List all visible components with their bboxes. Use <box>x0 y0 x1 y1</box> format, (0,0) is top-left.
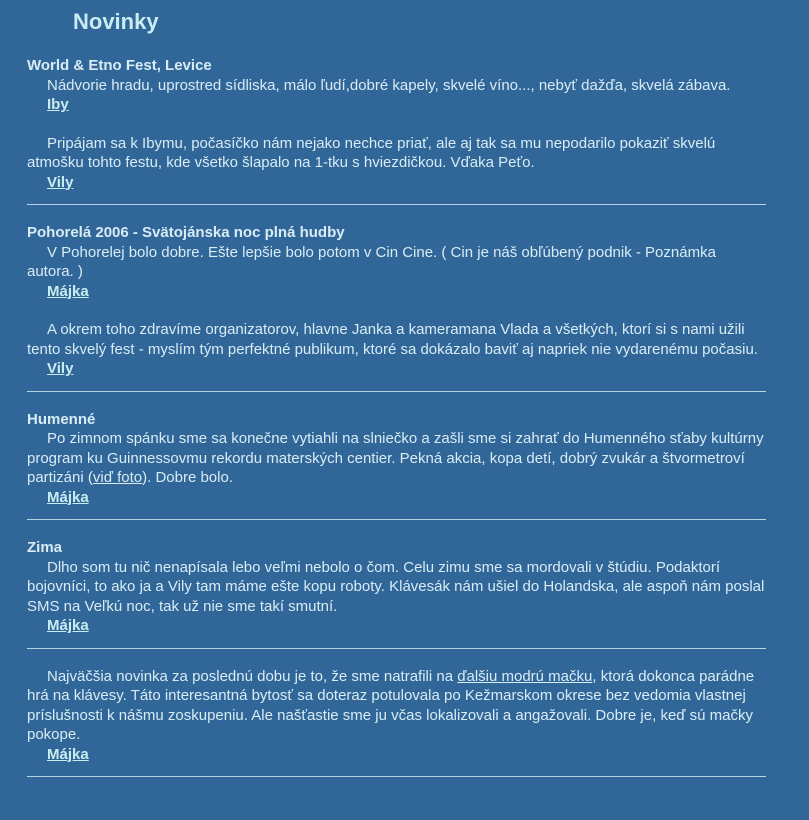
post-title: Zima <box>27 539 63 556</box>
post-title: Humenné <box>27 410 96 428</box>
post-title: Pohorelá 2006 - Svätojánska noc plná hudby <box>27 224 345 241</box>
blue-cat-link[interactable]: ďalšiu modrú mačku <box>457 667 593 685</box>
post-divider <box>27 648 766 649</box>
post-text: V Pohorelej bolo dobre. Ešte lepšie bolo potom v Cin Cine. ( Cin je náš obľúbený podnik - Poznámka autora. ) <box>27 243 716 280</box>
author-link[interactable]: Májka <box>47 282 89 300</box>
post-title: World & Etno Fest, Levice <box>27 57 212 74</box>
post-text: A okrem toho zdravíme organizatorov, hlavne Janka a kameramana Vlada a všetkých, ktorí si s nami užili tento skvelý fest - myslím tým perfektné publikum, ktoré sa dokázalo baviť aj napriek nie vydarenému počasiu. <box>27 321 758 358</box>
author-link[interactable]: Vily <box>47 360 74 377</box>
post-divider <box>27 776 766 777</box>
post-divider <box>27 519 766 520</box>
author-link[interactable]: Iby <box>47 96 69 113</box>
post-text: Najväčšia novinka za poslednú dobu je to, že sme natrafili na ďalšiu modrú mačku, ktorá dokonca parádne hrá na klávesy. Táto interesantná bytosť sa doteraz potulovala po Kežmarskom okrese bez vedomia vlastnej príslušnosti k nášmu zoskupeniu. Ale našťastie sme ju včas lokalizovali a angažovali. Dobre je, keď sú mačky pokope. <box>27 667 755 743</box>
photo-link[interactable]: viď foto <box>92 469 143 486</box>
author-link[interactable]: Májka <box>47 617 89 634</box>
news-post <box>27 667 766 765</box>
author-link[interactable]: Májka <box>47 488 89 506</box>
news-post <box>27 56 766 192</box>
news-post <box>27 410 766 508</box>
post-text: Pripájam sa k Ibymu, počasíčko nám nejako nechce priať, ale aj tak sa mu nepodarilo pokaziť skvelú atmošku tohto festu, kde všetko šlapalo na 1-tku s hviezdičkou. Vďaka Peťo. <box>27 134 716 171</box>
page-title: Novinky <box>73 9 159 34</box>
post-divider <box>27 204 766 205</box>
author-link[interactable]: Májka <box>47 745 89 763</box>
post-text: Nádvorie hradu, uprostred sídliska, málo ľudí,dobré kapely, skvelé víno..., nebyť dažďa, skvelá zábava. <box>47 76 731 94</box>
post-divider <box>27 391 766 392</box>
news-post <box>27 538 766 636</box>
post-text: Po zimnom spánku sme sa konečne vytiahli na slniečko a zašli sme si zahrať do Humenného sťaby kultúrny program ku Guinnessovmu rekordu materských centier. Pekná akcia, kopa detí, dobrý zvukár a štvormetroví partizáni (viď foto). Dobre bolo. <box>27 430 764 486</box>
post-text: Dlho som tu nič nenapísala lebo veľmi nebolo o čom. Celu zimu sme sa mordovali v štúdiu. Podaktorí bojovníci, to ako ja a Vily tam máme ešte kopu roboty. Klávesák nám ušiel do Holandska, ale aspoň nám poslal SMS na Veľkú noc, tak už nie sme takí smutní. <box>27 558 765 615</box>
news-post <box>27 223 766 379</box>
author-link[interactable]: Vily <box>47 173 74 191</box>
